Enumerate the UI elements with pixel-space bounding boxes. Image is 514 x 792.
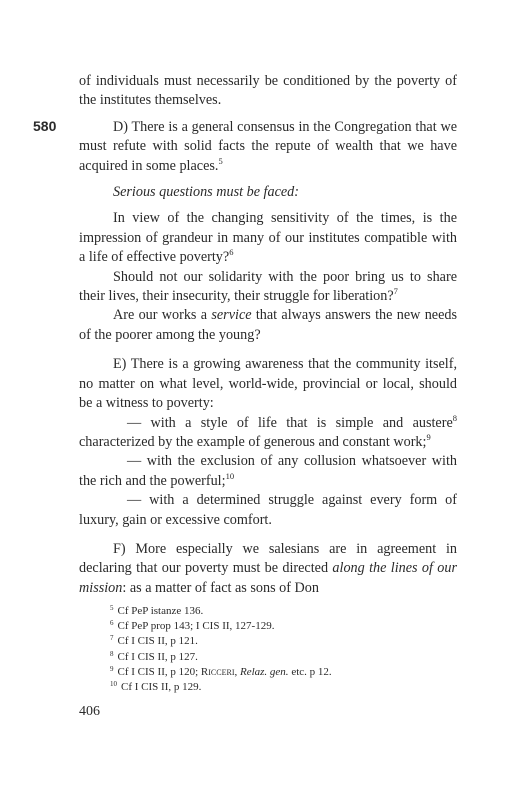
footnote-ref-5: 5	[218, 155, 223, 166]
footnote: $^5$ Cf PeP istanze 136.	[110, 604, 204, 617]
list-item-style-of-life: — with a style of life that is simple and austere$^8$ characterized by the example of generous and constant work;$^9$	[79, 412, 457, 450]
question-1: In view of the changing sensitivity of the times, is the impression of grandeur in many of our institutes compatible with a life of effective poverty?$^6$	[79, 210, 457, 266]
paragraph-d: D) There is a general consensus in the Congregation that we must refute with solid facts the repute of wealth that we have acquired in some places.$^5$	[79, 118, 457, 174]
footnote: $^6$ Cf PeP prop 143; I CIS II, 127-129.	[110, 619, 275, 633]
footnotes	[110, 604, 450, 695]
list-item-exclusion: — with the exclusion of any collusion whatsoever with the rich and the powerful;$^{10}$	[79, 453, 457, 489]
footnote: $^{10}$ Cf I CIS II, p 129.	[110, 680, 202, 694]
page-number: 406	[79, 704, 100, 719]
footnote-ref-10: 10	[225, 470, 235, 481]
footnote-ref-9: 9	[426, 431, 431, 442]
footnote-ref-8: 8	[452, 412, 457, 423]
main-text	[79, 72, 457, 598]
paragraph-f: F) More especially we salesians are in agreement in declaring that our poverty must be directed along the lines of our mission: as a matter of fact as sons of Don	[79, 540, 457, 596]
footnote: $^7$ Cf I CIS II, p 121.	[110, 634, 198, 648]
paragraph-e: E) There is a growing awareness that the community itself, no matter on what level, world-wide, provincial or local, should be a witness to poverty:	[79, 356, 457, 412]
question-3: Are our works a service that always answers the new needs of the poorer among the young?	[79, 307, 457, 343]
footnote: $^9$ Cf I CIS II, p 120; Ricceri, Relaz. gen. etc. p 12.	[110, 664, 332, 678]
list-item-struggle: — with a determined struggle against every form of luxury, gain or excessive comfort.	[79, 492, 457, 528]
margin-paragraph-number: 580	[33, 118, 57, 134]
footnote-ref-7: 7	[393, 286, 398, 297]
serious-questions-heading: Serious questions must be faced:	[113, 184, 299, 201]
question-2: Should not our solidarity with the poor bring us to share their lives, their insecurity, their struggle for liberation?$^7$	[79, 268, 457, 305]
footnote: $^8$ Cf I CIS II, p 127.	[110, 649, 198, 663]
footnote-ref-6: 6	[229, 247, 234, 258]
intro-paragraph: of individuals must necessarily be conditioned by the poverty of the institutes themselves.	[79, 73, 457, 109]
